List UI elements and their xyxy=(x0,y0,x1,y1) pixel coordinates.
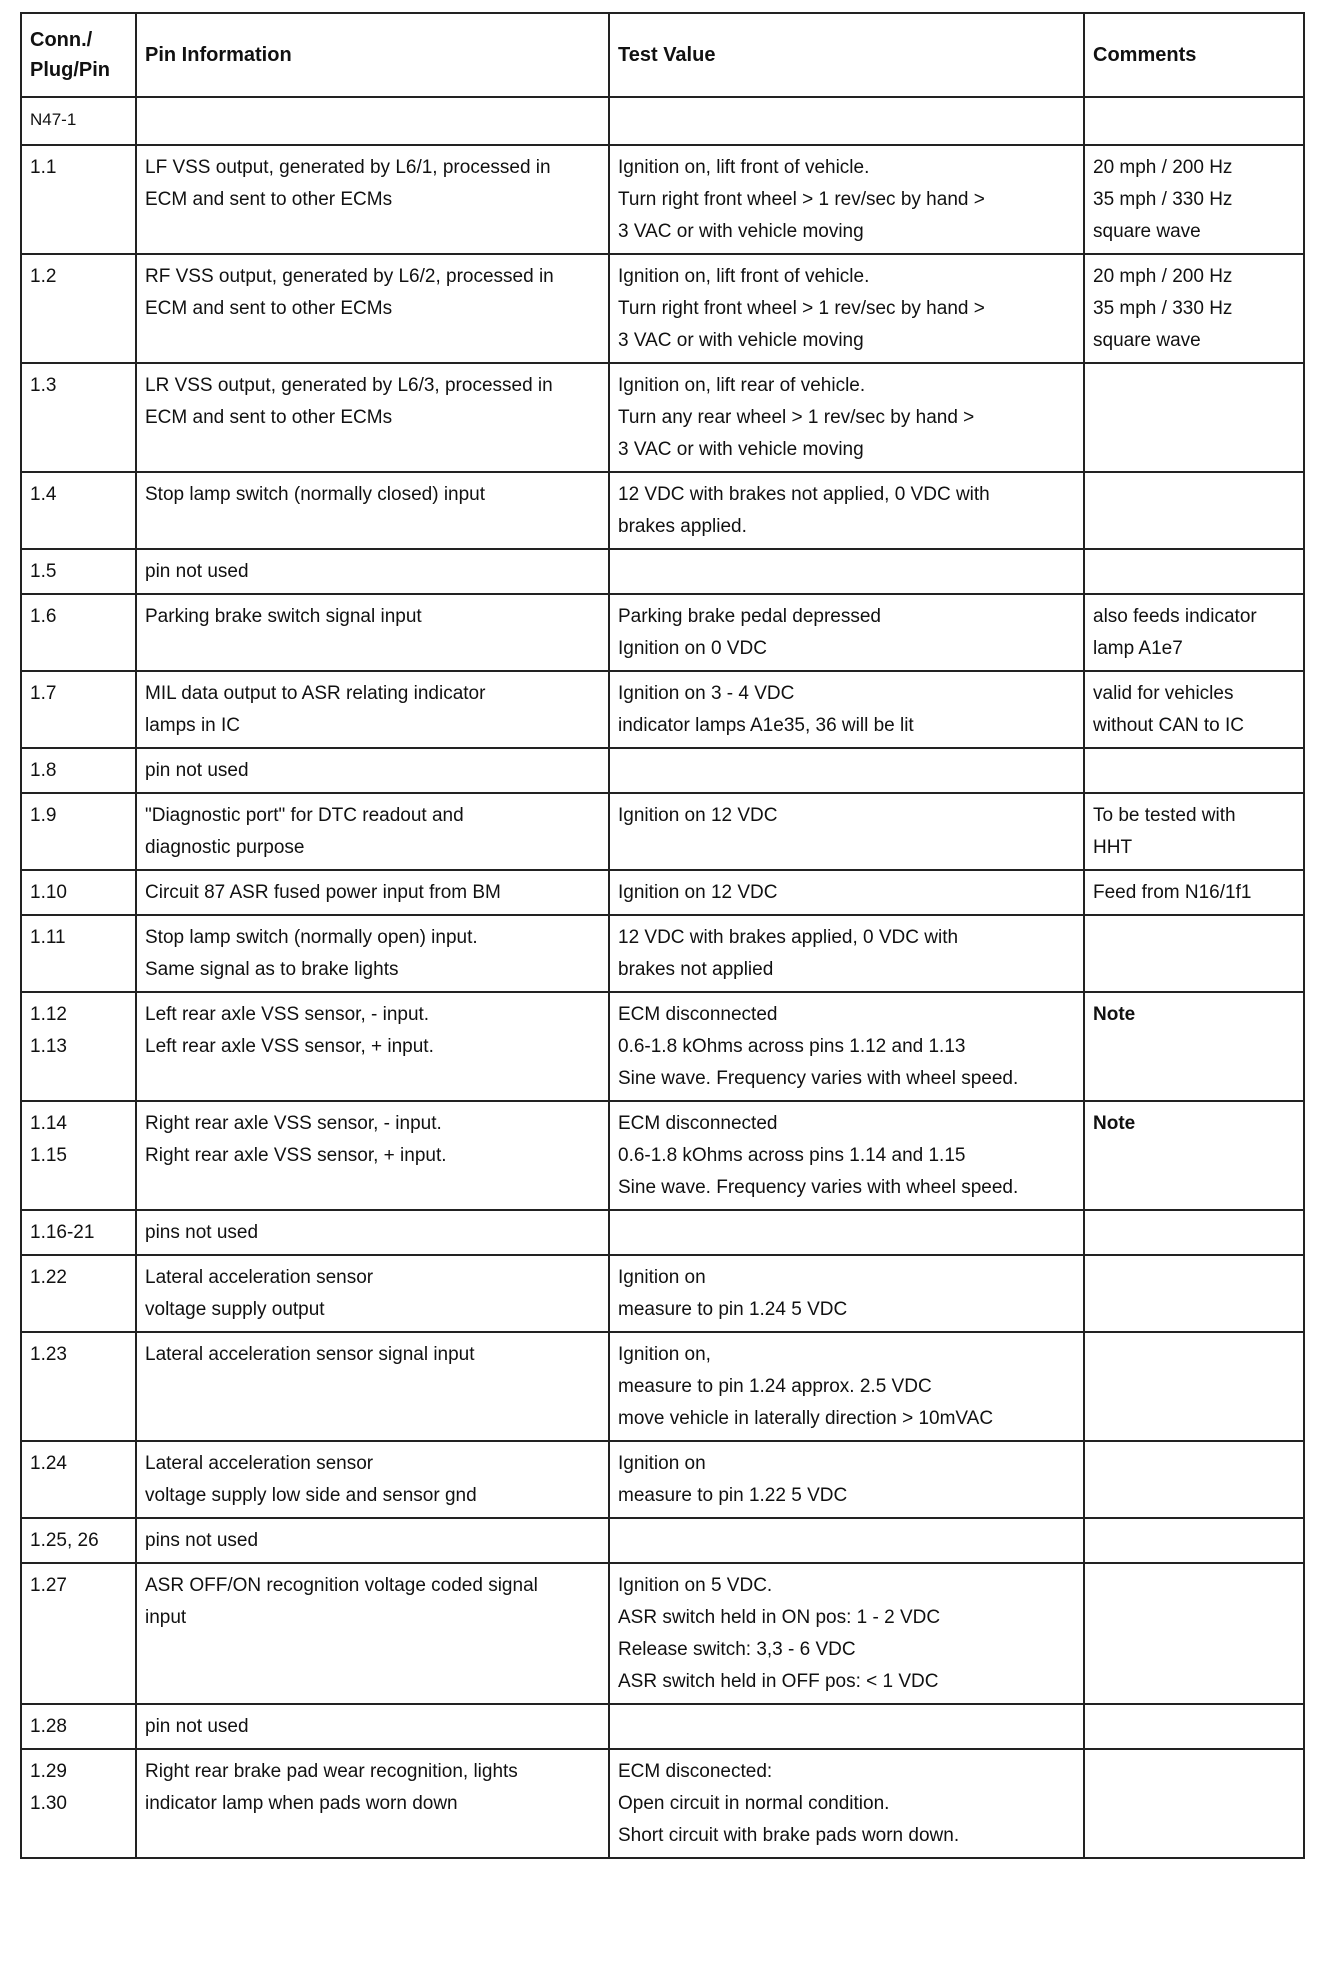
pin-number-cell xyxy=(21,748,136,793)
test-value-cell xyxy=(609,1563,1084,1704)
pin-info-cell xyxy=(136,549,609,594)
pin-number-cell xyxy=(21,1441,136,1518)
pin-info-cell xyxy=(136,1704,609,1749)
pin-info-line: Lateral acceleration sensor xyxy=(145,1267,374,1288)
pin-number-line: 1.8 xyxy=(30,760,57,781)
comments-line: valid for vehicles xyxy=(1093,683,1234,704)
pin-number-cell xyxy=(21,145,136,254)
test-value-line: Ignition on, lift rear of vehicle. xyxy=(618,375,866,396)
test-value-cell xyxy=(609,793,1084,870)
pin-info-line: ECM and sent to other ECMs xyxy=(145,298,393,319)
pin-info-line: pin not used xyxy=(145,1716,249,1737)
comments-line: without CAN to IC xyxy=(1093,715,1244,736)
comments-cell xyxy=(1084,1210,1304,1255)
test-value-line: Parking brake pedal depressed xyxy=(618,606,882,627)
table-row xyxy=(21,549,1304,594)
test-value-cell xyxy=(609,915,1084,992)
pin-number-cell xyxy=(21,1210,136,1255)
pin-info-line: diagnostic purpose xyxy=(145,837,305,858)
pin-number-line: 1.15 xyxy=(30,1145,67,1166)
test-value-line: Short circuit with brake pads worn down. xyxy=(618,1825,960,1846)
pin-number-line: 1.7 xyxy=(30,683,57,704)
test-value-line: 3 VAC or with vehicle moving xyxy=(618,439,864,460)
header-conn-plug-pin xyxy=(21,13,136,97)
test-value-line: Sine wave. Frequency varies with wheel speed. xyxy=(618,1068,1019,1089)
pin-number-line: 1.23 xyxy=(30,1344,67,1365)
pin-info-cell xyxy=(136,671,609,748)
pin-info-cell xyxy=(136,594,609,671)
pin-info-cell xyxy=(136,472,609,549)
pin-number-cell xyxy=(21,254,136,363)
connector-empty-cell xyxy=(1084,97,1304,145)
pin-info-cell xyxy=(136,1563,609,1704)
test-value-cell xyxy=(609,1101,1084,1210)
pin-number-cell xyxy=(21,472,136,549)
connector-empty-cell xyxy=(136,97,609,145)
test-value-line: 12 VDC with brakes applied, 0 VDC with xyxy=(618,927,959,948)
pin-info-line: input xyxy=(145,1607,187,1628)
test-value-line: Ignition on xyxy=(618,1267,706,1288)
table-row xyxy=(21,1441,1304,1518)
connector-empty-cell xyxy=(609,97,1084,145)
table-row xyxy=(21,915,1304,992)
table-row xyxy=(21,793,1304,870)
pin-number-cell xyxy=(21,915,136,992)
pin-number-cell xyxy=(21,1332,136,1441)
header-row xyxy=(21,13,1304,97)
test-value-line: Open circuit in normal condition. xyxy=(618,1793,890,1814)
pin-info-cell xyxy=(136,254,609,363)
test-value-line: Turn any rear wheel > 1 rev/sec by hand > xyxy=(618,407,975,428)
comments-line: Note xyxy=(1093,1004,1136,1025)
comments-line: 20 mph / 200 Hz xyxy=(1093,157,1233,178)
comments-cell xyxy=(1084,145,1304,254)
pin-number-line: 1.9 xyxy=(30,805,57,826)
test-value-cell xyxy=(609,870,1084,915)
pin-number-line: 1.1 xyxy=(30,157,57,178)
test-value-line: measure to pin 1.22 5 VDC xyxy=(618,1485,848,1506)
comments-line: lamp A1e7 xyxy=(1093,638,1183,659)
header-pin-information: Pin Information xyxy=(136,13,609,97)
comments-cell xyxy=(1084,363,1304,472)
test-value-cell xyxy=(609,472,1084,549)
pin-info-line: pins not used xyxy=(145,1222,259,1243)
pin-info-cell xyxy=(136,915,609,992)
connector-id: N47-1 xyxy=(21,97,136,145)
connector-row xyxy=(21,97,1304,145)
test-value-cell xyxy=(609,992,1084,1101)
pin-info-line: voltage supply low side and sensor gnd xyxy=(145,1485,477,1506)
test-value-cell xyxy=(609,1749,1084,1858)
pin-info-line: MIL data output to ASR relating indicator xyxy=(145,683,486,704)
pin-info-cell xyxy=(136,1749,609,1858)
test-value-line: Ignition on 12 VDC xyxy=(618,805,778,826)
comments-line: 20 mph / 200 Hz xyxy=(1093,266,1233,287)
test-value-line: Ignition on, xyxy=(618,1344,711,1365)
pin-number-line: 1.16-21 xyxy=(30,1222,95,1243)
comments-cell xyxy=(1084,915,1304,992)
pin-number-cell xyxy=(21,870,136,915)
table-row xyxy=(21,1563,1304,1704)
test-value-line: Turn right front wheel > 1 rev/sec by hand > xyxy=(618,189,985,210)
table-row xyxy=(21,472,1304,549)
test-value-cell xyxy=(609,145,1084,254)
comments-line: square wave xyxy=(1093,221,1201,242)
table-row xyxy=(21,254,1304,363)
comments-cell xyxy=(1084,594,1304,671)
pin-number-cell xyxy=(21,549,136,594)
table-row xyxy=(21,1210,1304,1255)
comments-cell xyxy=(1084,992,1304,1101)
pin-info-line: Left rear axle VSS sensor, - input. xyxy=(145,1004,430,1025)
test-value-line: 12 VDC with brakes not applied, 0 VDC with xyxy=(618,484,990,505)
test-value-line: measure to pin 1.24 approx. 2.5 VDC xyxy=(618,1376,932,1397)
pin-info-line: Stop lamp switch (normally open) input. xyxy=(145,927,478,948)
test-value-line: Sine wave. Frequency varies with wheel speed. xyxy=(618,1177,1019,1198)
pin-number-line: 1.14 xyxy=(30,1113,67,1134)
test-value-line: ECM disconnected xyxy=(618,1113,778,1134)
pin-number-line: 1.13 xyxy=(30,1036,67,1057)
test-value-line: ECM disconected: xyxy=(618,1761,773,1782)
test-value-cell xyxy=(609,671,1084,748)
header-conn-line1: Conn./ xyxy=(30,29,93,51)
table-row xyxy=(21,1332,1304,1441)
pin-info-line: Right rear axle VSS sensor, + input. xyxy=(145,1145,447,1166)
pin-number-cell xyxy=(21,671,136,748)
pin-info-line: Right rear axle VSS sensor, - input. xyxy=(145,1113,442,1134)
test-value-line: 0.6-1.8 kOhms across pins 1.14 and 1.15 xyxy=(618,1145,966,1166)
test-value-line: measure to pin 1.24 5 VDC xyxy=(618,1299,848,1320)
test-value-line: ASR switch held in OFF pos: < 1 VDC xyxy=(618,1671,939,1692)
pin-info-line: indicator lamp when pads worn down xyxy=(145,1793,458,1814)
table-row xyxy=(21,363,1304,472)
test-value-cell xyxy=(609,363,1084,472)
table-row xyxy=(21,992,1304,1101)
comments-cell xyxy=(1084,1441,1304,1518)
pin-test-table xyxy=(20,12,1305,1859)
test-value-cell xyxy=(609,1255,1084,1332)
test-value-cell xyxy=(609,549,1084,594)
comments-cell xyxy=(1084,1518,1304,1563)
test-value-line: Ignition on, lift front of vehicle. xyxy=(618,266,870,287)
comments-cell xyxy=(1084,254,1304,363)
pin-info-line: Left rear axle VSS sensor, + input. xyxy=(145,1036,434,1057)
table-row xyxy=(21,671,1304,748)
pin-info-cell xyxy=(136,1518,609,1563)
pin-number-cell xyxy=(21,793,136,870)
pin-number-cell xyxy=(21,992,136,1101)
table-row xyxy=(21,748,1304,793)
test-value-cell xyxy=(609,1210,1084,1255)
pin-info-line: pin not used xyxy=(145,561,249,582)
pin-number-line: 1.28 xyxy=(30,1716,67,1737)
comments-line: square wave xyxy=(1093,330,1201,351)
comments-line: HHT xyxy=(1093,837,1133,858)
pin-info-line: ASR OFF/ON recognition voltage coded signal xyxy=(145,1575,538,1596)
test-value-line: 3 VAC or with vehicle moving xyxy=(618,221,864,242)
test-value-line: Ignition on xyxy=(618,1453,706,1474)
test-value-line: Ignition on 12 VDC xyxy=(618,882,778,903)
header-comments: Comments xyxy=(1084,13,1304,97)
table-row xyxy=(21,594,1304,671)
pin-number-cell xyxy=(21,1255,136,1332)
pin-number-cell xyxy=(21,1518,136,1563)
pin-info-line: Lateral acceleration sensor signal input xyxy=(145,1344,475,1365)
pin-info-cell xyxy=(136,748,609,793)
comments-line: 35 mph / 330 Hz xyxy=(1093,189,1233,210)
test-value-line: Ignition on 5 VDC. xyxy=(618,1575,773,1596)
test-value-line: move vehicle in laterally direction > 10mVAC xyxy=(618,1408,994,1429)
test-value-line: brakes applied. xyxy=(618,516,747,537)
pin-info-line: lamps in IC xyxy=(145,715,241,736)
pin-number-line: 1.3 xyxy=(30,375,57,396)
pin-info-cell xyxy=(136,992,609,1101)
comments-cell xyxy=(1084,1255,1304,1332)
comments-cell xyxy=(1084,1749,1304,1858)
comments-cell xyxy=(1084,549,1304,594)
pin-number-line: 1.11 xyxy=(30,927,66,948)
table-row xyxy=(21,870,1304,915)
comments-line: To be tested with xyxy=(1093,805,1236,826)
comments-line: also feeds indicator xyxy=(1093,606,1257,627)
comments-cell xyxy=(1084,870,1304,915)
comments-line: 35 mph / 330 Hz xyxy=(1093,298,1233,319)
comments-cell xyxy=(1084,748,1304,793)
pin-info-line: RF VSS output, generated by L6/2, processed in xyxy=(145,266,554,287)
pin-info-cell xyxy=(136,870,609,915)
comments-cell xyxy=(1084,1101,1304,1210)
table-row xyxy=(21,1255,1304,1332)
test-value-line: Ignition on, lift front of vehicle. xyxy=(618,157,870,178)
pin-number-line: 1.6 xyxy=(30,606,57,627)
test-value-line: brakes not applied xyxy=(618,959,774,980)
pin-info-line: Same signal as to brake lights xyxy=(145,959,399,980)
test-value-cell xyxy=(609,748,1084,793)
test-value-line: ASR switch held in ON pos: 1 - 2 VDC xyxy=(618,1607,941,1628)
pin-number-line: 1.24 xyxy=(30,1453,67,1474)
pin-info-line: Lateral acceleration sensor xyxy=(145,1453,374,1474)
pin-number-cell xyxy=(21,1749,136,1858)
comments-line: Note xyxy=(1093,1113,1136,1134)
test-value-cell xyxy=(609,594,1084,671)
pin-number-line: 1.2 xyxy=(30,266,57,287)
comments-cell xyxy=(1084,1563,1304,1704)
test-value-line: Ignition on 0 VDC xyxy=(618,638,767,659)
pin-number-line: 1.10 xyxy=(30,882,67,903)
test-value-cell xyxy=(609,1441,1084,1518)
pin-info-cell xyxy=(136,145,609,254)
comments-line: Feed from N16/1f1 xyxy=(1093,882,1252,903)
pin-number-line: 1.25, 26 xyxy=(30,1530,99,1551)
pin-info-cell xyxy=(136,1255,609,1332)
pin-number-line: 1.29 xyxy=(30,1761,67,1782)
pin-info-cell xyxy=(136,1441,609,1518)
table-row xyxy=(21,1749,1304,1858)
table-row xyxy=(21,145,1304,254)
pin-number-cell xyxy=(21,1704,136,1749)
header-test-value: Test Value xyxy=(609,13,1084,97)
pin-info-line: Stop lamp switch (normally closed) input xyxy=(145,484,486,505)
comments-cell xyxy=(1084,1704,1304,1749)
pin-info-line: LF VSS output, generated by L6/1, processed in xyxy=(145,157,551,178)
pin-number-line: 1.5 xyxy=(30,561,57,582)
test-value-cell xyxy=(609,254,1084,363)
pin-number-cell xyxy=(21,594,136,671)
test-value-line: 0.6-1.8 kOhms across pins 1.12 and 1.13 xyxy=(618,1036,966,1057)
test-value-line: ECM disconnected xyxy=(618,1004,778,1025)
pin-number-line: 1.30 xyxy=(30,1793,67,1814)
pin-info-line: Parking brake switch signal input xyxy=(145,606,422,627)
pin-info-line: pin not used xyxy=(145,760,249,781)
pin-number-line: 1.4 xyxy=(30,484,57,505)
table-row xyxy=(21,1704,1304,1749)
pin-number-cell xyxy=(21,1101,136,1210)
pin-info-cell xyxy=(136,1332,609,1441)
pin-info-cell xyxy=(136,1210,609,1255)
pin-info-cell xyxy=(136,363,609,472)
test-value-cell xyxy=(609,1332,1084,1441)
pin-info-line: ECM and sent to other ECMs xyxy=(145,407,393,428)
test-value-line: Turn right front wheel > 1 rev/sec by hand > xyxy=(618,298,985,319)
table-row xyxy=(21,1101,1304,1210)
pin-info-line: pins not used xyxy=(145,1530,259,1551)
comments-cell xyxy=(1084,1332,1304,1441)
header-conn-line2: Plug/Pin xyxy=(30,59,110,81)
test-value-line: indicator lamps A1e35, 36 will be lit xyxy=(618,715,914,736)
test-value-cell xyxy=(609,1518,1084,1563)
pin-info-line: voltage supply output xyxy=(145,1299,325,1320)
pin-number-cell xyxy=(21,1563,136,1704)
pin-info-cell xyxy=(136,793,609,870)
test-value-cell xyxy=(609,1704,1084,1749)
pin-info-line: Right rear brake pad wear recognition, lights xyxy=(145,1761,518,1782)
pin-number-cell xyxy=(21,363,136,472)
pin-number-line: 1.22 xyxy=(30,1267,67,1288)
test-value-line: Release switch: 3,3 - 6 VDC xyxy=(618,1639,856,1660)
pin-info-line: Circuit 87 ASR fused power input from BM xyxy=(145,882,501,903)
comments-cell xyxy=(1084,793,1304,870)
pin-number-line: 1.12 xyxy=(30,1004,67,1025)
test-value-line: 3 VAC or with vehicle moving xyxy=(618,330,864,351)
test-value-line: Ignition on 3 - 4 VDC xyxy=(618,683,795,704)
pin-info-line: "Diagnostic port" for DTC readout and xyxy=(145,805,464,826)
comments-cell xyxy=(1084,671,1304,748)
table-row xyxy=(21,1518,1304,1563)
pin-info-line: ECM and sent to other ECMs xyxy=(145,189,393,210)
comments-cell xyxy=(1084,472,1304,549)
pin-number-line: 1.27 xyxy=(30,1575,67,1596)
pin-info-line: LR VSS output, generated by L6/3, processed in xyxy=(145,375,553,396)
pin-info-cell xyxy=(136,1101,609,1210)
